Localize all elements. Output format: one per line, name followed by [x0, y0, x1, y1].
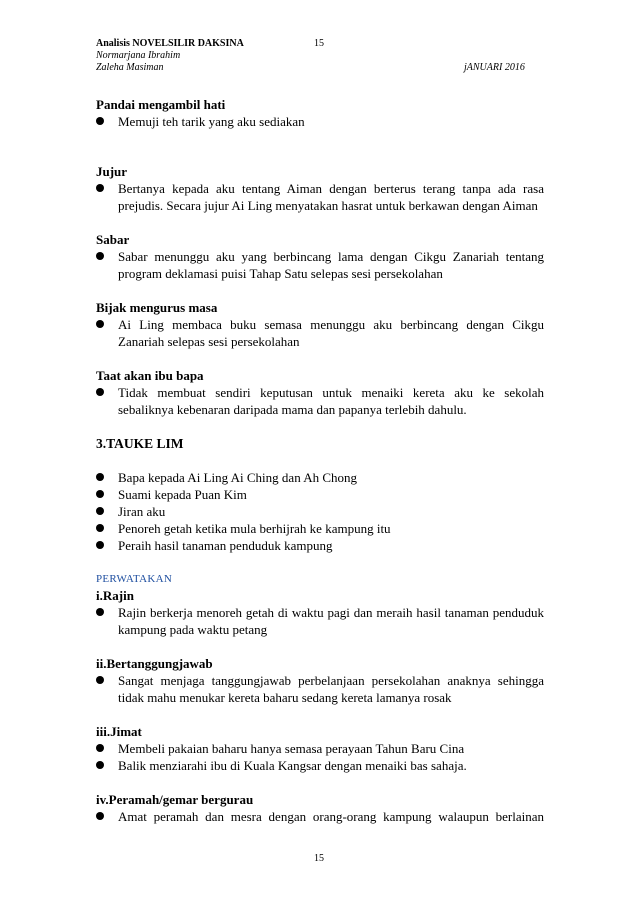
bullet-icon [96, 524, 104, 532]
list-item-text: tidak mahu menukar kereta baharu sedang kereta lamanya rosak [118, 690, 452, 705]
header-date: jANUARI 2016 [464, 62, 525, 73]
list-item [96, 503, 544, 520]
bullet-icon [96, 117, 104, 125]
header-author-2: Zaleha Masiman [96, 62, 164, 73]
list-item-text: Membeli pakaian baharu hanya semasa perayaan Tahun Baru Cina [118, 741, 465, 756]
bullet-icon [96, 184, 104, 192]
trait-heading: Jujur [96, 164, 128, 179]
list-item-text: Peraih hasil tanaman penduduk kampung [118, 538, 333, 553]
header-author-1: Normarjana Ibrahim [96, 50, 181, 61]
bullet-icon [96, 744, 104, 752]
list-item-text: Bapa kepada Ai Ling Ai Ching dan Ah Chong [118, 470, 358, 485]
list-item-text: Tidak membuat sendiri keputusan untuk menaiki kereta aku ke sekolah [118, 385, 544, 400]
list-item-text: Suami kepada Puan Kim [118, 487, 247, 502]
list-item-text: Zanariah selepas sesi persekolahan [118, 334, 300, 349]
bullet-icon [96, 473, 104, 481]
trait-heading: Taat akan ibu bapa [96, 368, 204, 383]
list-item [96, 672, 544, 706]
trait-heading: iv.Peramah/gemar bergurau [96, 792, 254, 807]
bullet-icon [96, 676, 104, 684]
bullet-icon [96, 812, 104, 820]
list-item [96, 537, 544, 554]
list-item-text: Ai Ling membaca buku semasa menunggu aku berbincang dengan Cikgu [118, 317, 544, 332]
trait-heading: Pandai mengambil hati [96, 97, 226, 112]
list-item-text: Amat peramah dan mesra dengan orang-orang kampung walaupun berlainan [118, 809, 544, 824]
list-item-text: kampung pada waktu petang [118, 622, 268, 637]
list-item [96, 180, 544, 214]
list-item [96, 740, 544, 757]
section-heading: 3.TAUKE LIM [96, 436, 184, 451]
list-item [96, 384, 544, 418]
list-item [96, 486, 544, 503]
list-item [96, 808, 544, 825]
header-page-number: 15 [314, 38, 324, 49]
bullet-icon [96, 541, 104, 549]
list-item-text: Sangat menjaga tanggungjawab perbelanjaan persekolahan anaknya sehingga [118, 673, 544, 688]
list-item-text: program deklamasi puisi Tahap Satu selepas sesi persekolahan [118, 266, 443, 281]
list-item-text: Rajin berkerja menoreh getah di waktu pagi dan meraih hasil tanaman penduduk [118, 605, 544, 620]
trait-heading: i.Rajin [96, 588, 134, 603]
list-item [96, 113, 544, 130]
list-item [96, 248, 544, 282]
list-item [96, 520, 544, 537]
list-item-text: prejudis. Secara jujur Ai Ling menyatakan hasrat untuk berkawan dengan Aiman [118, 198, 538, 213]
list-item-text: Balik menziarahi ibu di Kuala Kangsar dengan menaiki bas sahaja. [118, 758, 467, 773]
footer-page-number: 15 [314, 853, 324, 864]
bullet-icon [96, 507, 104, 515]
list-item [96, 604, 544, 638]
list-item-text: Penoreh getah ketika mula berhijrah ke kampung itu [118, 521, 391, 536]
header-title: Analisis NOVELSILIR DAKSINA [96, 38, 244, 49]
bullet-icon [96, 388, 104, 396]
document-body [96, 96, 544, 825]
trait-heading: iii.Jimat [96, 724, 142, 739]
trait-heading: ii.Bertanggungjawab [96, 656, 213, 671]
bullet-icon [96, 608, 104, 616]
trait-heading: Sabar [96, 232, 130, 247]
trait-heading: Bijak mengurus masa [96, 300, 218, 315]
list-item-text: Sabar menunggu aku yang berbincang lama dengan Cikgu Zanariah tentang [118, 249, 544, 264]
list-item [96, 469, 544, 486]
list-item-text: Jiran aku [118, 504, 166, 519]
bullet-icon [96, 320, 104, 328]
list-item [96, 757, 544, 774]
list-item [96, 316, 544, 350]
bullet-icon [96, 761, 104, 769]
bullet-icon [96, 490, 104, 498]
list-item-text: Bertanya kepada aku tentang Aiman dengan berterus terang tanpa ada rasa [118, 181, 544, 196]
bullet-icon [96, 252, 104, 260]
perwatakan-subheading: PERWATAKAN [96, 573, 173, 585]
list-item-text: sebaliknya kebenaran daripada mama dan papanya terlebih dahulu. [118, 402, 467, 417]
list-item-text: Memuji teh tarik yang aku sediakan [118, 114, 305, 129]
